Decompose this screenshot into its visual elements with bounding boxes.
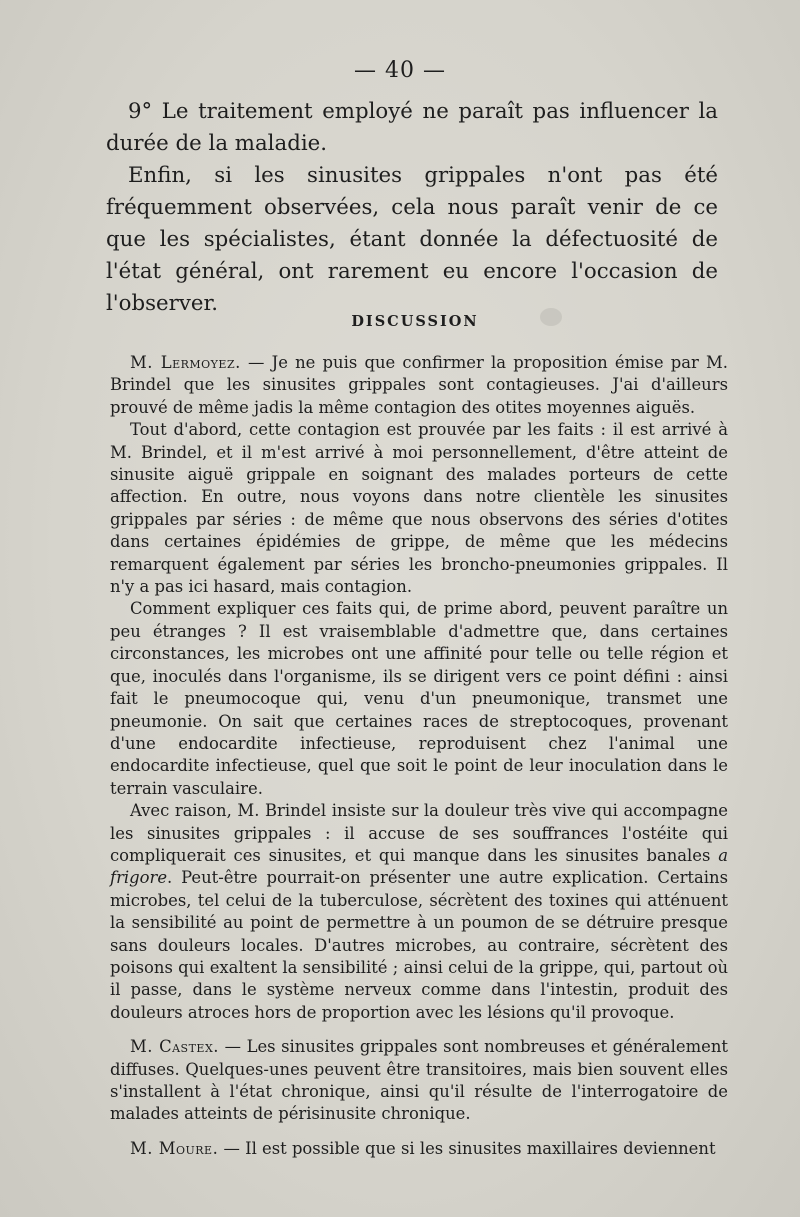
lermoyez-paragraph-2: Tout d'abord, cette contagion est prouvée par les faits : il est arrivé à M. Brindel, et il m'est arrivé à moi personnellement, d'être atteint de sinusite aiguë grippale en soignant des malades porteurs de cette affection. En outre, nous voyons dans notre clientèle les sinusites grippales par séries : de même que nous observons des séries d'otites dans certaines épidémies de grippe, de même que les médecins remarquent également par séries les broncho-pneumonies grippales. Il n'y a pas ici hasard, mais contagion. xyxy=(110,420,728,597)
speaker-lermoyez: M. Lermoyez. xyxy=(130,353,241,372)
lermoyez-paragraph-4: Avec raison, M. Brindel insiste sur la douleur très vive qui accompagne les sinusites grippales : il accuse de ses souffrances l'ostéite qui compliquerait ces sinusites, et qui manque dans les sinusites banales a frigore. Peut-être pourrait-on présenter une autre explication. Certains microbes, tel celui de la tuberculose, sécrètent des toxines qui atténuent la sensibilité au point de permettre à un poumon de se détruire presque sans douleurs locales. D'autres microbes, au contraire, sécrètent des poisons qui exaltent la sensibilité ; ainsi celui de la grippe, qui, partout où il passe, dans le système nerveux comme dans l'intestin, produit des douleurs atroces hors de proportion avec les lésions qu'il provoque. xyxy=(110,801,728,1022)
intro-paragraph-1: 9° Le traitement employé ne paraît pas influencer la durée de la maladie. xyxy=(106,99,718,156)
latin-phrase: a frigore xyxy=(110,845,728,888)
intro-paragraph-2: Enfin, si les sinusites grippales n'ont pas été fréquemment observées, cela nous paraît venir de ce que les spécialistes, étant donnée la défectuosité de l'état général, ont rarement eu encore l'occasion de l'observer. xyxy=(106,163,718,316)
castex-paragraph: M. Castex. — Les sinusites grippales sont nombreuses et généralement diffuses. Quelques-unes peuvent être transitoires, mais bien souvent elles s'installent à l'état chronique, ainsi qu'il résulte de l'interrogatoire de malades atteints de périsinusite chronique. xyxy=(110,1037,729,1124)
page-number: — 40 — xyxy=(354,58,446,83)
discussion-body xyxy=(110,352,728,1160)
speaker-castex: M. Castex. xyxy=(130,1037,220,1057)
moure-paragraph: M. Moure. — Il est possible que si les sinusites maxillaires deviennent xyxy=(130,1138,716,1158)
lermoyez-paragraph-1: M. Lermoyez. — Je ne puis que confirmer la proposition émise par M. Brindel que les sinusites grippales sont contagieuses. J'ai d'ailleurs prouvé de même jadis la même contagion des otites moyennes aiguës. xyxy=(110,353,729,417)
lermoyez-paragraph-3: Comment expliquer ces faits qui, de prime abord, peuvent paraître un peu étranges ? Il est vraisemblable d'admettre que, dans certaines circonstances, les microbes ont une affinité pour telle ou telle région et que, inoculés dans l'organisme, ils se dirigent vers ce point défini : ainsi fait le pneumocoque qui, venu d'un pneumonique, transmet une pneumonie. On sait que certaines races de streptocoques, provenant d'une endocardite infectieuse, reproduisent chez l'animal une endocardite infectieuse, quel que soit le point de leur inoculation dans le terrain vasculaire. xyxy=(110,599,728,798)
section-heading: DISCUSSION xyxy=(351,313,479,330)
intro-text xyxy=(106,96,718,320)
speaker-moure: M. Moure. xyxy=(130,1138,219,1158)
